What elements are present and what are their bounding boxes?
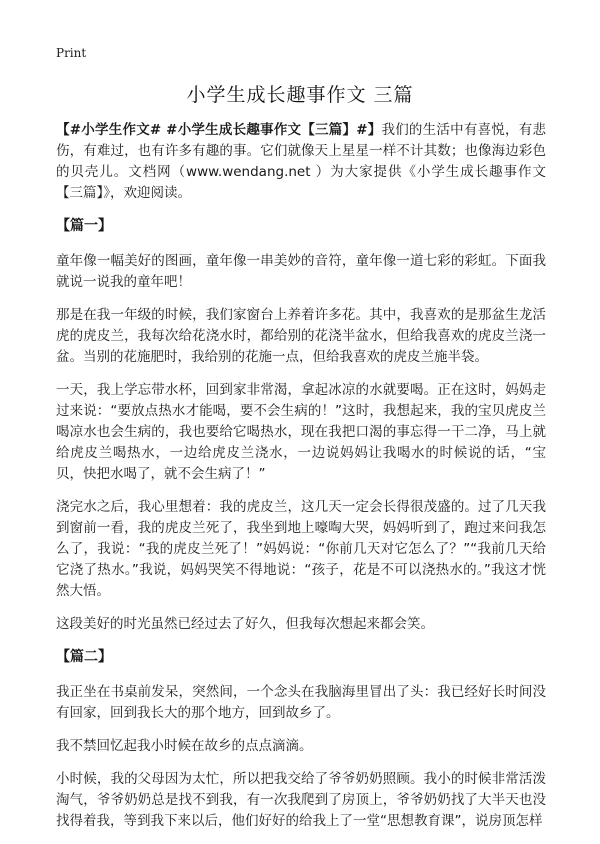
section1-paragraph-2: 那是在我一年级的时候，我们家窗台上养着许多花。其中，我喜欢的是那盆生龙活虎的虎皮兰，我每次给花浇水时，都给别的花浇半盆水，但给我喜欢的虎皮兰浇一盆。当别的花施肥时，我给别的花施一点，但给我喜欢的虎皮兰施半袋。 bbox=[56, 307, 546, 365]
section2-paragraph-1: 我正坐在书桌前发呆，突然间，一个念头在我脑海里冒出了头：我已经好长时间没有回家，回到我长大的那个地方，回到故乡了。 bbox=[56, 684, 546, 721]
section2-paragraph-3: 小时候，我的父母因为太忙，所以把我交给了爷爷奶奶照顾。我小的时候非常活泼淘气，爷爷奶奶总是找不到我，有一次我爬到了房顶上，爷爷奶奶找了大半天也没找得着我，等到我下来以后，他们好好的给我上了一堂“思想教育课”，说房顶怎样 bbox=[56, 771, 546, 829]
intro-text: 我们的生活中有喜悦，有悲伤，有难过，也有许多有趣的事。它们就像天上星星一样不计其数；也像海边彩色的贝壳儿。文档网（www.wendang.net ）为大家提供《小学生成长趣事作文【三篇】》，欢迎阅读。 bbox=[56, 122, 546, 201]
intro-tag: 【#小学生作文# #小学生成长趣事作文【三篇】#】 bbox=[56, 122, 382, 138]
section-heading-2: 【篇二】 bbox=[56, 649, 112, 665]
section1-paragraph-5: 这段美好的时光虽然已经过去了好久，但我每次想起来都会笑。 bbox=[56, 616, 434, 632]
section2-paragraph-2: 我不禁回忆起我小时候在故乡的点点滴滴。 bbox=[56, 738, 313, 754]
article-body bbox=[56, 120, 546, 844]
page-title: 小学生成长趣事作文 三篇 bbox=[186, 84, 414, 106]
section-heading-1: 【篇一】 bbox=[56, 218, 112, 234]
section1-paragraph-3: 一天，我上学忘带水杯，回到家非常渴，拿起冰凉的水就要喝。正在这时，妈妈走过来说：“要放点热水才能喝，要不会生病的！”这时，我想起来，我的宝贝虎皮兰喝凉水也会生病的，我也要给它喝热水，现在我把口渴的事忘得一干二净，马上就给虎皮兰喝热水，一边给虎皮兰浇水，一边说妈妈让我喝水的时候说的话，“宝贝，快把水喝了，就不会生病了！” bbox=[56, 382, 546, 482]
intro-paragraph bbox=[56, 120, 546, 204]
print-link[interactable]: Print bbox=[56, 46, 87, 60]
section1-paragraph-4: 浇完水之后，我心里想着：我的虎皮兰，这几天一定会长得很茂盛的。过了几天我到窗前一看，我的虎皮兰死了，我坐到地上嚎啕大哭，妈妈听到了，跑过来问我怎么了，我说：“我的虎皮兰死了！”妈妈说：“你前几天对它怎么了？”“我前几天给它浇了热水。”我说，妈妈哭笑不得地说：“孩子，花是不可以浇热水的。”我这才恍然大悟。 bbox=[56, 499, 546, 599]
section1-paragraph-1: 童年像一幅美好的图画，童年像一串美妙的音符，童年像一道七彩的彩虹。下面我就说一说我的童年吧！ bbox=[56, 253, 546, 290]
